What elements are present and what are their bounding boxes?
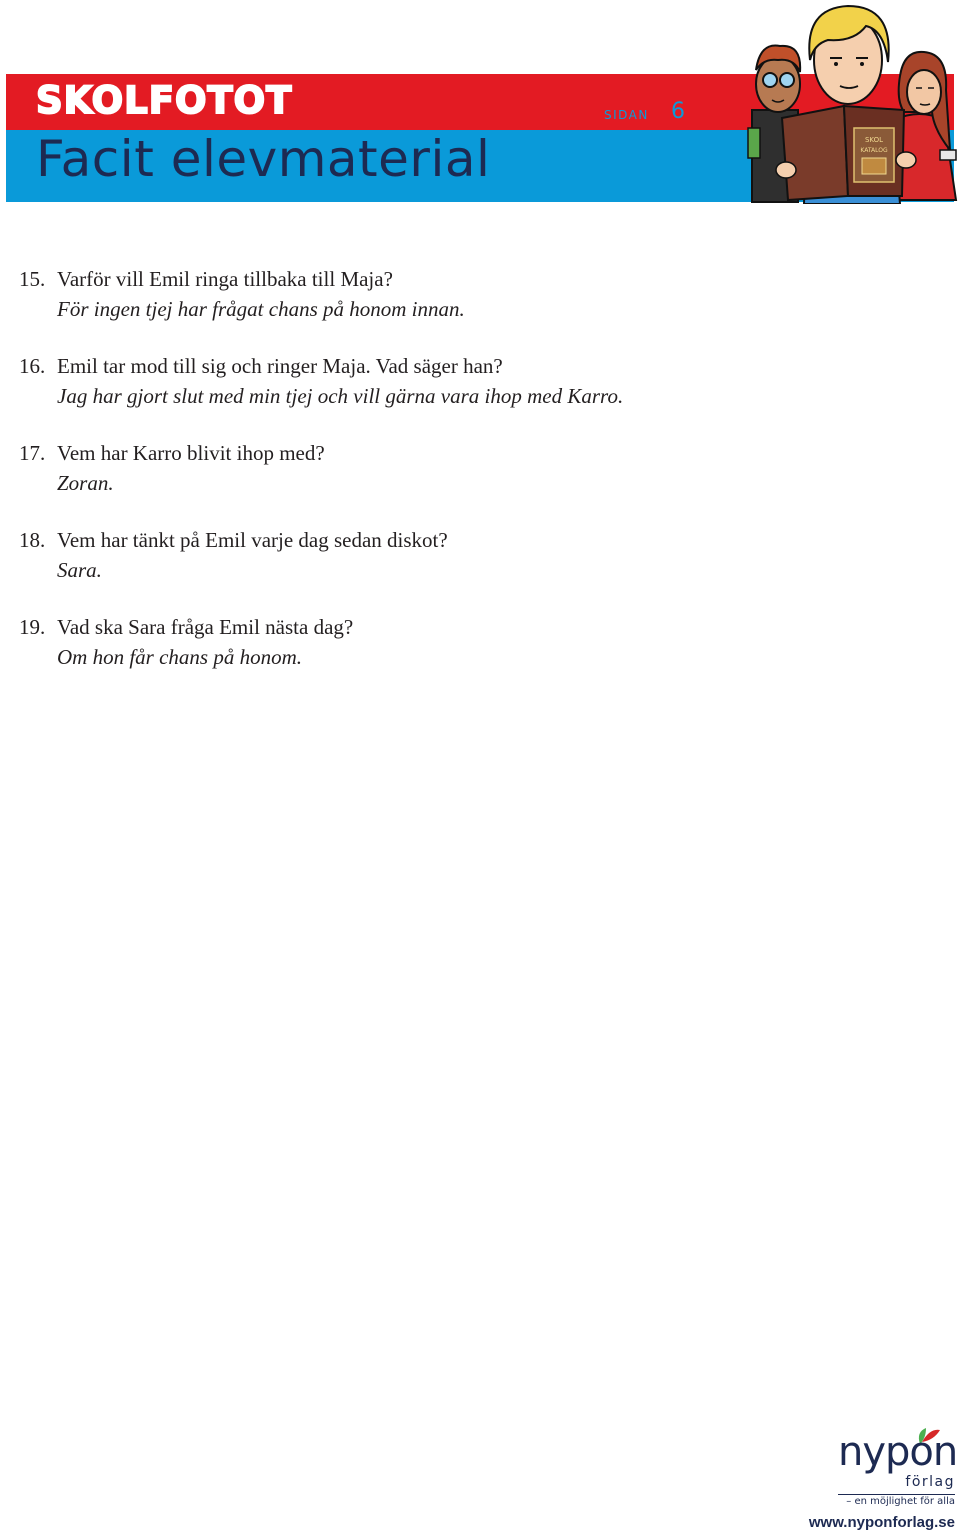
page-subtitle: Facit elevmaterial	[36, 130, 491, 188]
question-19	[19, 612, 919, 672]
svg-text:SKOL: SKOL	[864, 136, 884, 144]
question-text: Vem har tänkt på Emil varje dag sedan diskot?	[57, 528, 448, 552]
answer-text: Om hon får chans på honom.	[57, 645, 302, 669]
publisher-url[interactable]: www.nyponforlag.se	[808, 1514, 955, 1531]
logo-wordmark: nypon	[838, 1429, 958, 1475]
question-number: 17.	[19, 441, 46, 465]
logo-tagline: – en möjlighet för alla	[846, 1496, 955, 1507]
logo-divider	[838, 1494, 955, 1495]
answer-text: För ingen tjej har frågat chans på honom innan.	[57, 297, 465, 321]
question-number: 19.	[19, 615, 46, 639]
brand-title: SKOLFOTOT	[36, 79, 293, 122]
question-text: Vad ska Sara fråga Emil nästa dag?	[57, 615, 354, 639]
question-18	[19, 525, 919, 585]
reader-figure	[776, 6, 916, 204]
answer-text: Zoran.	[57, 471, 114, 495]
page-number: 6	[671, 99, 685, 124]
answer-text: Sara.	[57, 558, 102, 582]
question-number: 18.	[19, 528, 46, 552]
question-16	[19, 351, 919, 411]
publisher-logo	[808, 1424, 960, 1533]
answer-text: Jag har gjort slut med min tjej och vill gärna vara ihop med Karro.	[57, 384, 624, 408]
page-label: sidan	[604, 104, 649, 124]
question-number: 16.	[19, 354, 46, 378]
question-number: 15.	[19, 267, 46, 291]
question-text: Varför vill Emil ringa tillbaka till Maja?	[57, 267, 393, 291]
svg-text:KATALOG: KATALOG	[860, 147, 888, 154]
kids-illustration	[744, 0, 960, 204]
question-17	[19, 438, 919, 498]
question-text: Vem har Karro blivit ihop med?	[57, 441, 325, 465]
question-15	[19, 264, 919, 324]
question-text: Emil tar mod till sig och ringer Maja. Vad säger han?	[57, 354, 503, 378]
logo-subtitle: förlag	[905, 1474, 955, 1490]
